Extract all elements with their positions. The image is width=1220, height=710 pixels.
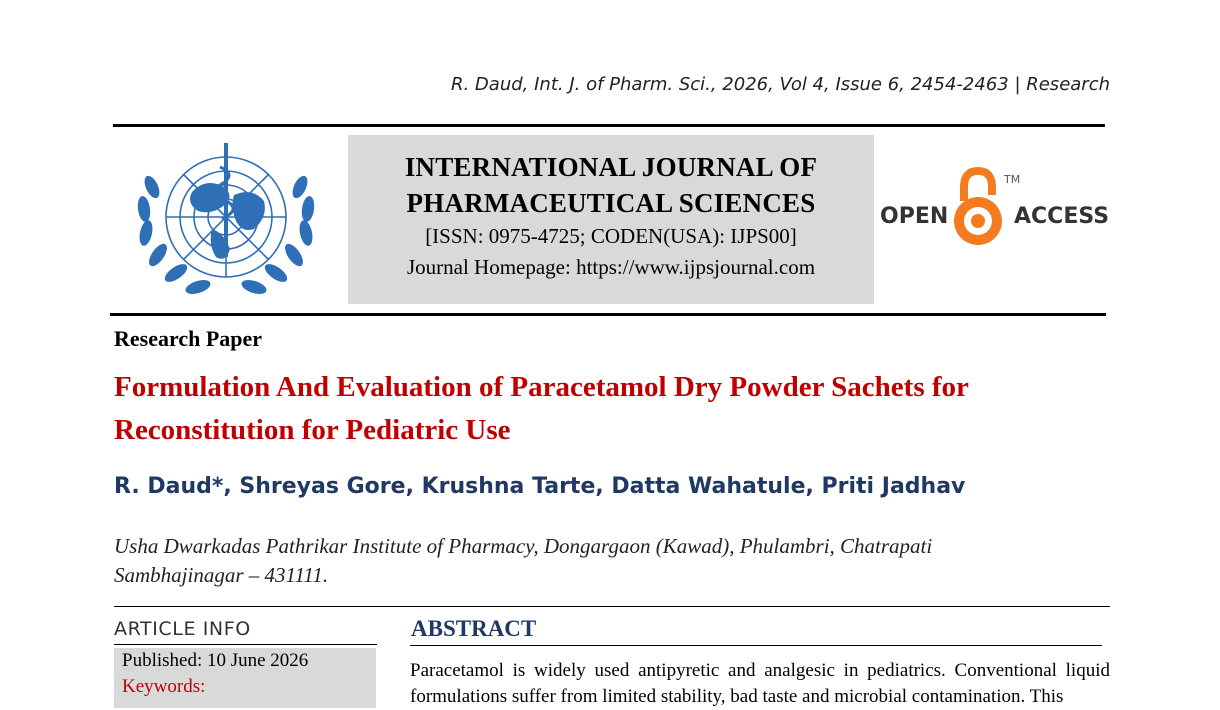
running-head: R. Daud, Int. J. of Pharm. Sci., 2026, Vol 4, Issue 6, 2454-2463 | Research (450, 74, 1110, 95)
open-access-word-access: ACCESS (1014, 204, 1110, 229)
journal-title-line2: PHARMACEUTICAL SCIENCES (406, 188, 816, 218)
open-access-logo (880, 165, 1110, 255)
abstract-rule (410, 645, 1102, 646)
abstract-text: Paracetamol is widely used antipyretic and analgesic in pediatrics. Conventional liquid formulations suffer from limited stability, bad taste and microbial contamination. This (410, 660, 1110, 707)
journal-title-line1: INTERNATIONAL JOURNAL OF (404, 152, 818, 182)
affiliation: Usha Dwarkadas Pathrikar Institute of Pharmacy, Dongargaon (Kawad), Phulambri, Chatrapati Sambhajinagar – 431111. (114, 534, 933, 587)
journal-title (348, 149, 874, 221)
published-date: Published: 10 June 2026 (122, 650, 309, 671)
article-info-heading: ARTICLE INFO (114, 618, 251, 640)
section-label: Research Paper (114, 326, 263, 351)
masthead-rule (110, 313, 1106, 316)
open-access-tm: TM (1004, 173, 1021, 186)
journal-masthead (348, 135, 874, 304)
author-list: R. Daud*, Shreyas Gore, Krushna Tarte, Datta Wahatule, Priti Jadhav (114, 474, 966, 499)
keywords-label: Keywords: (122, 676, 206, 697)
article-info-rule (114, 644, 377, 645)
journal-emblem-logo (126, 137, 326, 307)
issn-line: [ISSN: 0975-4725; CODEN(USA): IJPS00] (425, 224, 797, 248)
header-rule (113, 124, 1105, 127)
article-title: Formulation And Evaluation of Paracetamol Dry Powder Sachets for Reconstitution for Pediatric Use (114, 371, 969, 446)
homepage-line: Journal Homepage: https://www.ijpsjournal.com (406, 255, 816, 279)
section-divider (114, 606, 1110, 607)
open-access-word-open: OPEN (880, 204, 949, 229)
abstract-heading: ABSTRACT (411, 616, 537, 641)
